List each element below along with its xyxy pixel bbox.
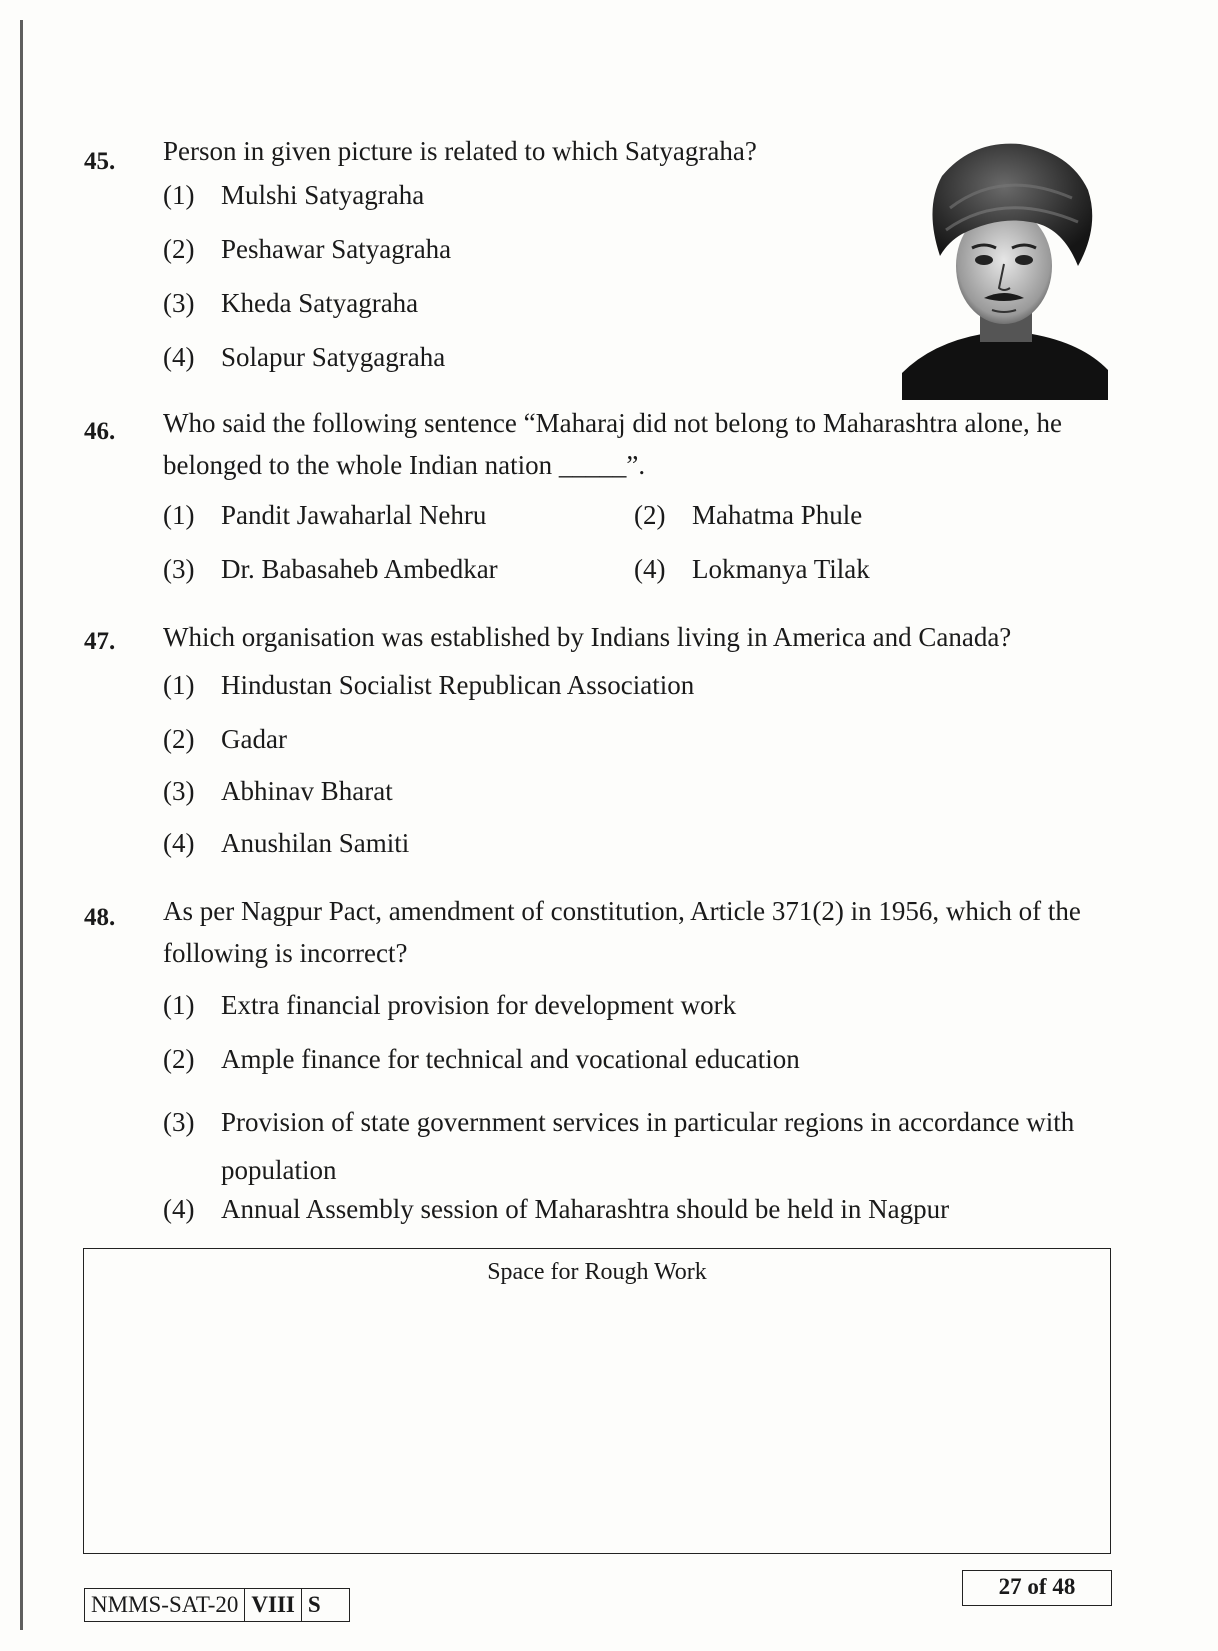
option-4: (4) Anushilan Samiti bbox=[163, 828, 410, 858]
question-text: Which organisation was established by Indians living in America and Canada? bbox=[163, 622, 1012, 652]
option-2: (2) Peshawar Satyagraha bbox=[163, 234, 452, 264]
option-3: (3) Kheda Satyagraha bbox=[163, 288, 419, 318]
portrait-image bbox=[902, 138, 1108, 400]
class-label: VIII bbox=[245, 1589, 301, 1621]
question-text: As per Nagpur Pact, amendment of constitution, Article 371(2) in 1956, which of the following is incorrect? bbox=[163, 896, 1081, 968]
question-number: 45. bbox=[84, 148, 116, 175]
option-3: (3) Provision of state government services in particular regions in accordance with population bbox=[163, 1107, 1075, 1185]
option-1: (1) Pandit Jawaharlal Nehru bbox=[163, 500, 487, 530]
paper-code-box bbox=[84, 1588, 350, 1622]
rough-work-title: Space for Rough Work bbox=[487, 1259, 707, 1285]
question-text: Person in given picture is related to which Satyagraha? bbox=[163, 136, 757, 166]
question-number: 48. bbox=[84, 904, 116, 931]
option-3: (3) Abhinav Bharat bbox=[163, 776, 393, 806]
medium-label: S bbox=[307, 1592, 321, 1617]
option-1: (1) Mulshi Satyagraha bbox=[163, 180, 425, 210]
option-2: (2) Mahatma Phule bbox=[634, 500, 863, 530]
rough-work-box bbox=[83, 1248, 1111, 1554]
question-number: 47. bbox=[84, 628, 116, 655]
option-4: (4) Solapur Satygagraha bbox=[163, 342, 446, 372]
option-2: (2) Ample finance for technical and vocational education bbox=[163, 1044, 800, 1074]
paper-code: NMMS-SAT-20 bbox=[85, 1589, 245, 1621]
option-4: (4) Annual Assembly session of Maharashtra should be held in Nagpur bbox=[163, 1194, 950, 1224]
option-1: (1) Hindustan Socialist Republican Association bbox=[163, 670, 695, 700]
page-binding-edge bbox=[20, 20, 23, 1630]
option-2: (2) Gadar bbox=[163, 724, 287, 754]
option-3: (3) Dr. Babasaheb Ambedkar bbox=[163, 554, 498, 584]
question-text: Who said the following sentence “Maharaj did not belong to Maharashtra alone, he belonged to the whole Indian nation _____”. bbox=[163, 408, 1062, 480]
page-number: 27 of 48 bbox=[962, 1570, 1112, 1606]
option-1: (1) Extra financial provision for development work bbox=[163, 990, 737, 1020]
question-number: 46. bbox=[84, 418, 116, 445]
option-4: (4) Lokmanya Tilak bbox=[634, 554, 870, 584]
